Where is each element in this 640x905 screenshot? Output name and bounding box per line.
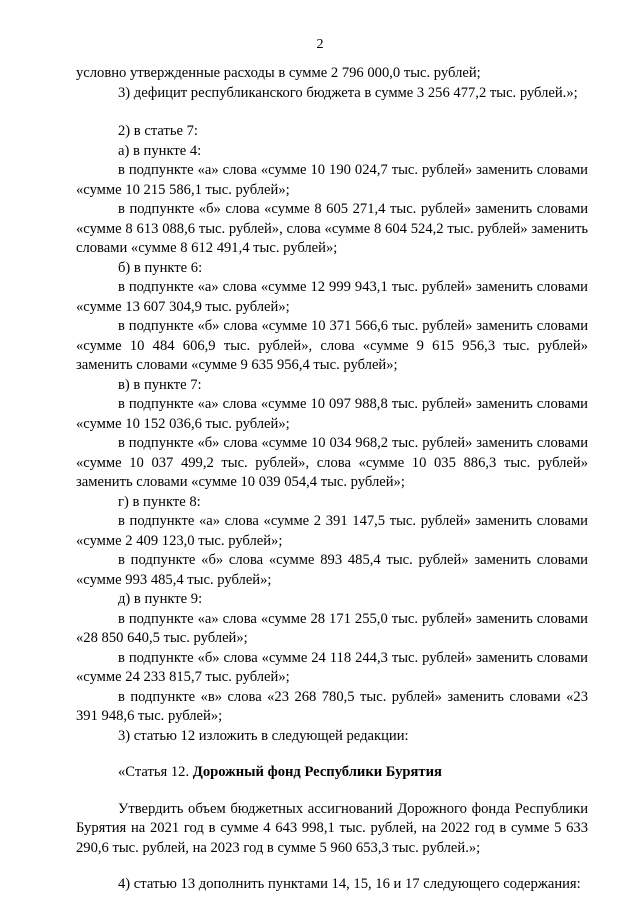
paragraph-p4-sub-b: в подпункте «б» слова «сумме 8 605 271,4 тыс. рублей» заменить словами «сумме 8 613 088,6 тыс. рублей», слова «сумме 8 604 524,2 тыс. рублей» заменить словами «сумме 8 612 491,4 тыс. рублей»; bbox=[76, 201, 588, 256]
paragraph-article-12-intro: 3) статью 12 изложить в следующей редакции: bbox=[118, 727, 409, 744]
paragraph-point-9: д) в пункте 9: bbox=[118, 591, 203, 607]
paragraph-article-7: 2) в статье 7: bbox=[118, 123, 198, 139]
article-12-title: Дорожный фонд Республики Бурятия bbox=[192, 764, 442, 780]
paragraph-p7-sub-b: в подпункте «б» слова «сумме 10 034 968,2 тыс. рублей» заменить словами «сумме 10 037 499,2 тыс. рублей», слова «сумме 10 035 886,3 тыс. рублей» заменить словами «сумме 10 039 054,4 тыс. рублей»; bbox=[76, 435, 588, 490]
paragraph-p8-sub-a: в подпункте «а» слова «сумме 2 391 147,5 тыс. рублей» заменить словами «сумме 2 409 123,0 тыс. рублей»; bbox=[76, 513, 588, 549]
paragraph-point-6: б) в пункте 6: bbox=[118, 259, 203, 276]
paragraph-p9-sub-b: в подпункте «б» слова «сумме 24 118 244,3 тыс. рублей» заменить словами «сумме 24 233 815,7 тыс. рублей»; bbox=[76, 649, 588, 685]
paragraph-spacer bbox=[76, 103, 588, 122]
paragraph-p9-sub-v: в подпункте «в» слова «23 268 780,5 тыс. рублей» заменить словами «23 391 948,6 тыс. рублей»; bbox=[76, 688, 588, 724]
article-12-prefix: «Статья 12. bbox=[118, 764, 193, 780]
paragraph-spacer bbox=[76, 858, 588, 875]
paragraph-p9-sub-a: в подпункте «а» слова «сумме 28 171 255,0 тыс. рублей» заменить словами «28 850 640,5 тыс. рублей»; bbox=[76, 610, 588, 646]
paragraph-point-8: г) в пункте 8: bbox=[118, 493, 201, 510]
paragraph-p7-sub-a: в подпункте «а» слова «сумме 10 097 988,8 тыс. рублей» заменить словами «сумме 10 152 036,6 тыс. рублей»; bbox=[76, 396, 588, 432]
document-body bbox=[76, 64, 588, 895]
paragraph-p6-sub-a: в подпункте «а» слова «сумме 12 999 943,1 тыс. рублей» заменить словами «сумме 13 607 304,9 тыс. рублей»; bbox=[76, 279, 588, 315]
paragraph-article-13: 4) статью 13 дополнить пунктами 14, 15, 16 и 17 следующего содержания: bbox=[118, 876, 581, 892]
paragraph-point-4: а) в пункте 4: bbox=[118, 142, 202, 159]
paragraph-p6-sub-b: в подпункте «б» слова «сумме 10 371 566,6 тыс. рублей» заменить словами «сумме 10 484 606,9 тыс. рублей», слова «сумме 9 615 956,3 тыс. рублей» заменить словами «сумме 9 635 956,4 тыс. рублей»; bbox=[76, 318, 588, 373]
paragraph-deficit: 3) дефицит республиканского бюджета в сумме 3 256 477,2 тыс. рублей.»; bbox=[118, 84, 578, 101]
paragraph-point-7: в) в пункте 7: bbox=[118, 376, 202, 393]
paragraph-spacer bbox=[76, 783, 588, 800]
paragraph-conditional-expenses: условно утвержденные расходы в сумме 2 796 000,0 тыс. рублей; bbox=[76, 65, 481, 81]
paragraph-p8-sub-b: в подпункте «б» слова «сумме 893 485,4 тыс. рублей» заменить словами «сумме 993 485,4 тыс. рублей»; bbox=[76, 552, 588, 588]
page-number: 2 bbox=[316, 37, 324, 52]
paragraph-p4-sub-a: в подпункте «а» слова «сумме 10 190 024,7 тыс. рублей» заменить словами «сумме 10 215 586,1 тыс. рублей»; bbox=[76, 162, 588, 198]
paragraph-road-fund-amounts: Утвердить объем бюджетных ассигнований Дорожного фонда Республики Бурятия на 2021 год в сумме 4 643 998,1 тыс. рублей, на 2022 год в сумме 5 633 290,6 тыс. рублей, на 2023 год в сумме 5 960 653,3 тыс. рублей.»; bbox=[76, 800, 588, 856]
paragraph-spacer bbox=[76, 746, 588, 763]
article-12-heading bbox=[76, 763, 588, 783]
